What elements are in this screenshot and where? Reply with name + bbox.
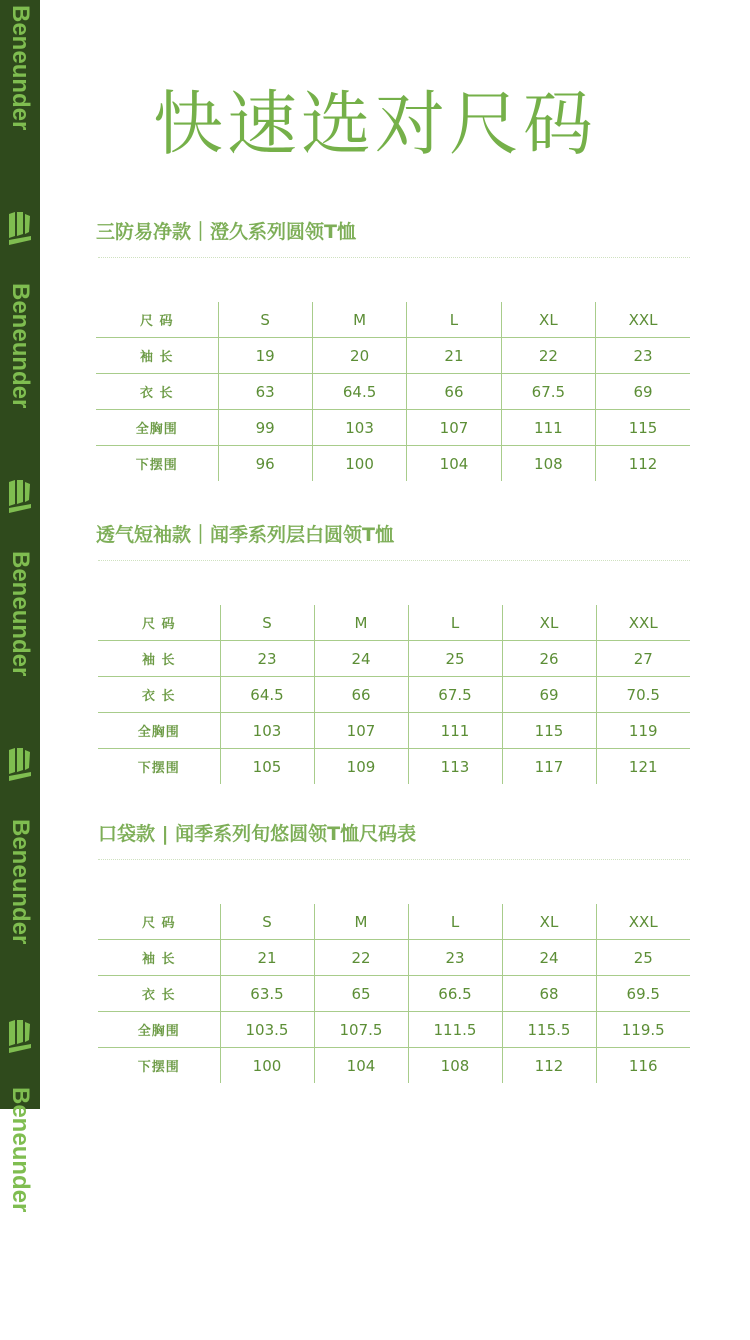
table-header-cell: XXL xyxy=(596,302,690,338)
brand-wordmark: Beneunder xyxy=(7,5,34,131)
table-cell: 104 xyxy=(407,446,501,482)
table-cell: 69.5 xyxy=(596,976,690,1012)
table-cell: 24 xyxy=(502,940,596,976)
table-cell: 103 xyxy=(220,713,314,749)
table-row xyxy=(98,940,690,976)
table-header-cell: M xyxy=(314,904,408,940)
table-cell: 117 xyxy=(502,749,596,785)
table-cell: 113 xyxy=(408,749,502,785)
table-cell: 23 xyxy=(408,940,502,976)
row-label-cell: 衣 长 xyxy=(96,374,218,410)
table-cell: 115 xyxy=(596,410,690,446)
size-table xyxy=(96,302,690,481)
table-cell: 21 xyxy=(407,338,501,374)
row-label-cell: 全胸围 xyxy=(98,713,220,749)
table-cell: 23 xyxy=(220,641,314,677)
table-header-row xyxy=(96,302,690,338)
table-header-cell: XL xyxy=(502,605,596,641)
table-cell: 24 xyxy=(314,641,408,677)
brand-stripes-icon xyxy=(7,748,33,786)
table-cell: 121 xyxy=(628,757,658,776)
table-cell: 21 xyxy=(220,940,314,976)
table-row xyxy=(98,713,690,749)
table-cell: 23 xyxy=(596,338,690,374)
table-cell: 112 xyxy=(502,1048,596,1084)
brand-stripes-icon xyxy=(7,480,33,518)
table-cell: 70.5 xyxy=(596,677,690,713)
table-cell: 20 xyxy=(312,338,406,374)
table-row xyxy=(96,374,690,410)
row-label-cell: 衣 长 xyxy=(98,677,220,713)
table-cell: 103.5 xyxy=(220,1012,314,1048)
table-cell: 19 xyxy=(218,338,312,374)
table-row xyxy=(96,410,690,446)
table-cell: 100 xyxy=(312,446,406,482)
size-table xyxy=(98,605,690,784)
table-cell: 68 xyxy=(502,976,596,1012)
table-cell: 115 xyxy=(502,713,596,749)
row-label-cell: 下摆围 xyxy=(98,1048,220,1084)
table-row xyxy=(98,641,690,677)
table-cell: 22 xyxy=(314,940,408,976)
table-cell: 66 xyxy=(314,677,408,713)
table-row xyxy=(98,677,690,713)
table-cell: 104 xyxy=(314,1048,408,1084)
table-header-cell: XXL xyxy=(596,605,690,641)
table-cell: 67.5 xyxy=(501,374,595,410)
row-label-cell: 全胸围 xyxy=(98,1012,220,1048)
table-cell: 111.5 xyxy=(408,1012,502,1048)
table-row xyxy=(98,1012,690,1048)
table-header-cell: 尺 码 xyxy=(98,605,220,641)
row-label-cell: 袖 长 xyxy=(96,338,218,374)
brand-unit xyxy=(0,268,40,536)
table-row xyxy=(96,338,690,374)
brand-wordmark: Beneunder xyxy=(7,819,34,945)
table-header-cell: L xyxy=(407,302,501,338)
table-cell: 63 xyxy=(218,374,312,410)
table-cell: 107.5 xyxy=(314,1012,408,1048)
table-header-row xyxy=(98,904,690,940)
table-cell: 69 xyxy=(596,374,690,410)
table-cell: 96 xyxy=(218,446,312,482)
table-cell: 27 xyxy=(596,641,690,677)
row-label-cell: 袖 长 xyxy=(98,940,220,976)
brand-unit xyxy=(0,1072,40,1340)
table-header-cell: S xyxy=(218,302,312,338)
table-row xyxy=(98,749,690,785)
section-divider xyxy=(98,560,690,561)
section-divider xyxy=(98,257,690,258)
table-cell: 25 xyxy=(408,641,502,677)
table-header-cell: M xyxy=(312,302,406,338)
table-header-cell: 尺 码 xyxy=(96,302,218,338)
row-label-cell: 全胸围 xyxy=(96,410,218,446)
table-cell: 99 xyxy=(218,410,312,446)
table-header-cell: L xyxy=(408,904,502,940)
brand-side-strip xyxy=(0,0,40,1213)
brand-wordmark: Beneunder xyxy=(7,551,34,677)
table-cell: 67.5 xyxy=(408,677,502,713)
table-cell: 26 xyxy=(502,641,596,677)
section-divider xyxy=(98,859,690,860)
table-cell: 112 xyxy=(628,454,658,473)
table-header-cell: S xyxy=(220,904,314,940)
table-cell: 66 xyxy=(407,374,501,410)
table-cell: 116 xyxy=(628,1056,658,1075)
brand-wordmark: Beneunder xyxy=(7,283,34,409)
brand-wordmark: Beneunder xyxy=(7,1087,34,1213)
table-header-row xyxy=(98,605,690,641)
table-cell: 64.5 xyxy=(312,374,406,410)
table-cell: 66.5 xyxy=(408,976,502,1012)
table-cell: 111 xyxy=(501,410,595,446)
table-header-cell: S xyxy=(220,605,314,641)
row-label-cell: 衣 长 xyxy=(98,976,220,1012)
table-cell: 63.5 xyxy=(220,976,314,1012)
table-cell: 119 xyxy=(596,713,690,749)
table-cell: 100 xyxy=(220,1048,314,1084)
section-title: 透气短袖款｜闻季系列层白圆领T恤 xyxy=(96,524,394,546)
table-header-cell: 尺 码 xyxy=(98,904,220,940)
table-cell: 103 xyxy=(312,410,406,446)
row-label-cell: 下摆围 xyxy=(98,749,220,785)
table-row xyxy=(96,446,690,482)
table-row xyxy=(98,1048,690,1084)
table-cell: 65 xyxy=(314,976,408,1012)
section-title: 口袋款 | 闻季系列旬悠圆领T恤尺码表 xyxy=(98,823,417,845)
table-cell: 107 xyxy=(407,410,501,446)
table-cell: 105 xyxy=(220,749,314,785)
brand-unit xyxy=(0,804,40,1072)
brand-unit xyxy=(0,536,40,804)
table-cell: 25 xyxy=(596,940,690,976)
table-cell: 109 xyxy=(314,749,408,785)
brand-stripes-icon xyxy=(7,1020,33,1058)
page-title: 快速选对尺码 xyxy=(153,83,597,165)
table-row xyxy=(98,976,690,1012)
table-cell: 64.5 xyxy=(220,677,314,713)
brand-stripes-icon xyxy=(7,212,33,250)
row-label-cell: 下摆围 xyxy=(96,446,218,482)
table-cell: 119.5 xyxy=(596,1012,690,1048)
table-header-cell: XXL xyxy=(596,904,690,940)
table-header-cell: L xyxy=(408,605,502,641)
table-cell: 69 xyxy=(502,677,596,713)
table-cell: 107 xyxy=(314,713,408,749)
section-title: 三防易净款｜澄久系列圆领T恤 xyxy=(96,221,356,243)
table-header-cell: M xyxy=(314,605,408,641)
table-cell: 115.5 xyxy=(502,1012,596,1048)
table-cell: 111 xyxy=(408,713,502,749)
row-label-cell: 袖 长 xyxy=(98,641,220,677)
table-cell: 108 xyxy=(501,446,595,482)
size-table xyxy=(98,904,690,1083)
table-header-cell: XL xyxy=(502,904,596,940)
table-cell: 108 xyxy=(408,1048,502,1084)
table-cell: 22 xyxy=(501,338,595,374)
table-header-cell: XL xyxy=(501,302,595,338)
